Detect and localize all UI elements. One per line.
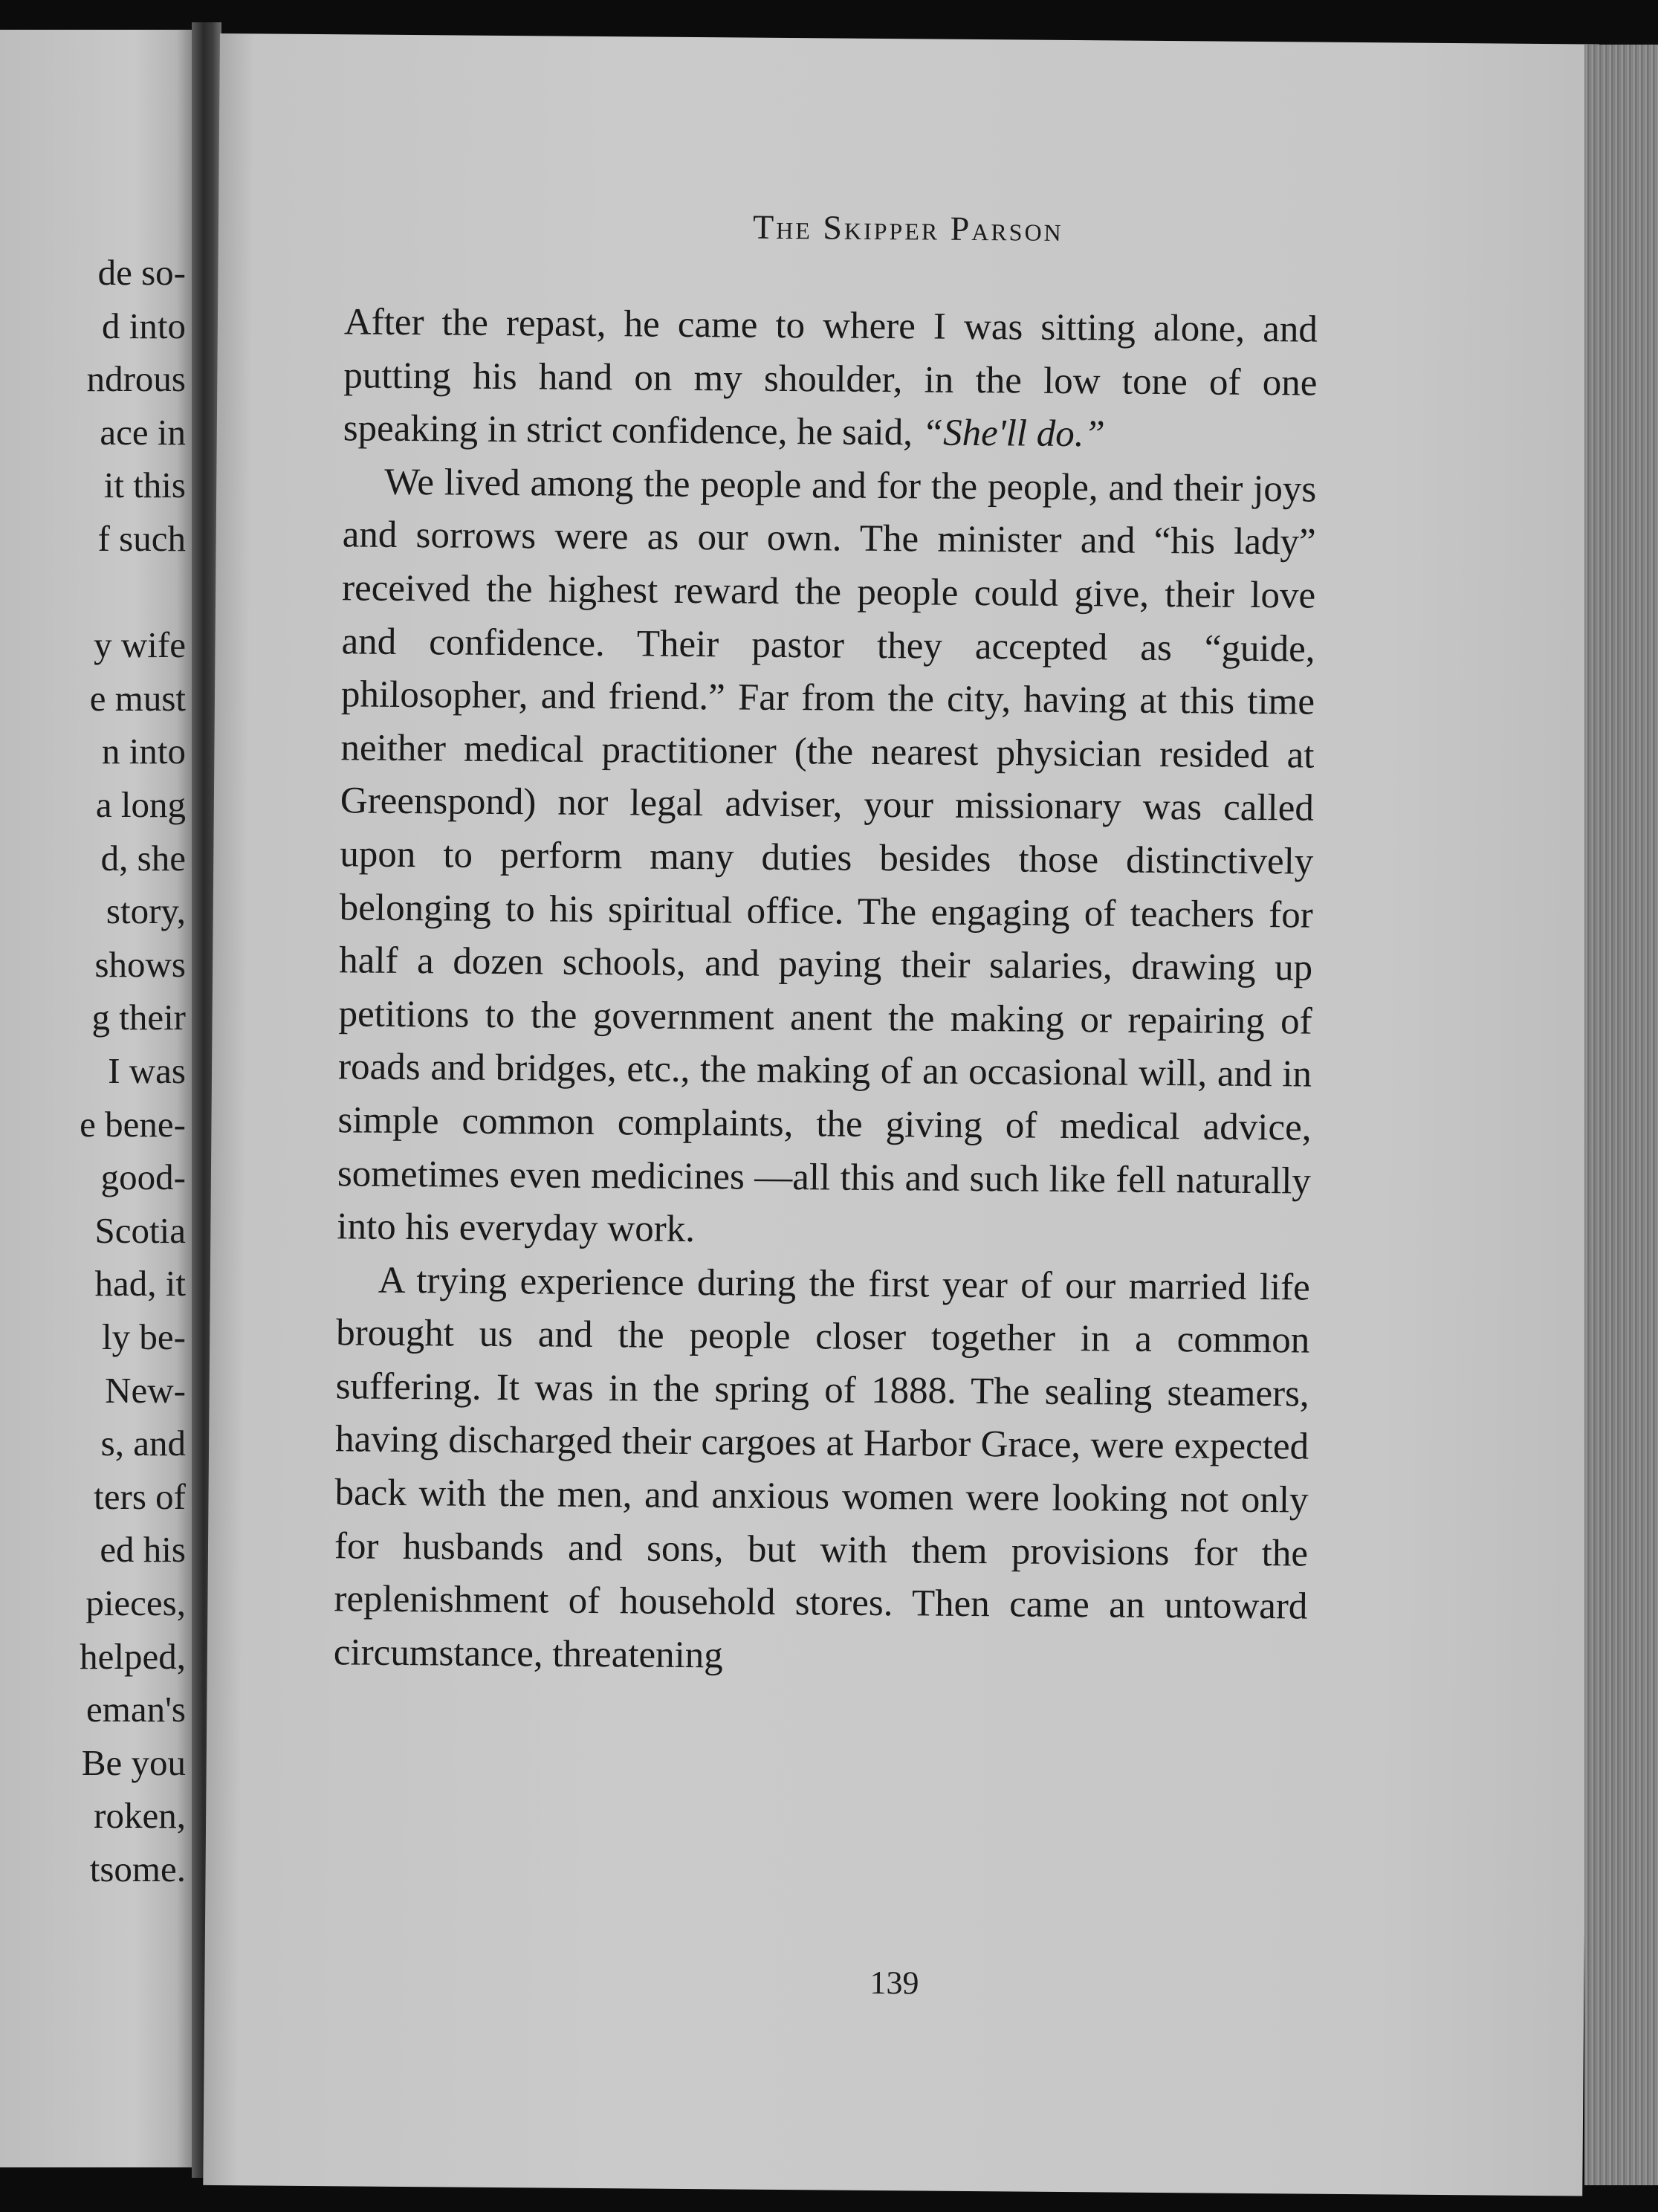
left-page-line-text: s, and [100,1423,186,1464]
left-page-line [0,1422,186,1465]
left-page-line [0,411,186,454]
left-page-line-text: e bene- [80,1103,186,1145]
left-page-line-text: tsome. [89,1849,186,1889]
right-page [203,33,1599,2196]
left-page-line-text: good- [100,1157,186,1198]
left-page-line-text: pieces, [85,1582,186,1623]
left-page [0,30,192,2167]
running-head: The Skipper Parson [752,207,1063,248]
paragraph-2: We lived among the people and for the people, and their joys and sorrows were as our own. The minister and “his lady” received the highest reward the people could give, their love and confidence. Their pastor they accepted as “guide, philosopher, and friend.” Far from the city, having at this time neither medical practitioner (the nearest physician resided at Greenspond) nor legal adviser, your missionary was called upon to perform many duties besides those distinctively belonging to his spiritual office. The engaging of teachers for half a dozen schools, and paying their salaries, drawing up petitions to the government anent the making or repairing of roads and bridges, etc., the making of an occasional will, and in simple common complaints, the giving of medical advice, sometimes even medicines —all this and such like fell naturally into his everyday work. [337,461,1317,1251]
left-page-line [0,837,186,880]
left-page-line-text: g their [91,997,186,1038]
left-page-line [0,1635,186,1678]
left-page-line [0,677,186,720]
left-page-line-text: ly be- [102,1316,186,1357]
left-page-line-text: Scotia [94,1209,186,1251]
left-page-line [0,464,186,507]
left-page-line-text: ed his [100,1529,186,1571]
left-page-line [0,1475,186,1519]
left-page-line-text: de so- [97,252,186,293]
left-page-line [0,1156,186,1199]
left-page-line [0,1742,186,1785]
left-page-line [0,1688,186,1731]
left-page-line [0,1050,186,1093]
left-page-line [0,1262,186,1305]
left-page-line-text: d, she [100,837,186,879]
body-text [334,296,1318,1687]
left-page-line [0,1848,186,1891]
left-page-line [0,1209,186,1252]
left-page-line [0,251,186,294]
page-number: 139 [870,1964,919,2002]
left-page-line-text: Be you [81,1742,186,1783]
left-page-line [0,305,186,348]
left-page-line-text: New- [105,1369,186,1411]
left-page-line-text: shows [94,943,186,985]
page-block-edge [1584,45,1658,2185]
paragraph-1-quote: “She'll do.” [922,412,1106,456]
left-page-line-text: e must [89,677,186,719]
left-page-line [0,1582,186,1625]
left-page-line-text: d into [102,305,186,346]
left-page-line-text: had, it [94,1263,186,1304]
left-page-line-text: story, [106,890,186,932]
paragraph-3: A trying experience during the first year of our married life brought us and the people closer together in a common suffering. It was in the spring of 1888. The sealing steamers, having discharged their cargoes at Harbor Grace, were expected back with the men, and anxious women were looking not only for husbands and sons, but with them provisions for the replenishment of household stores. Then came an untoward circumstance, threatening [333,1259,1311,1677]
left-page-line-text: ters of [94,1475,186,1517]
paragraph-1-text: After the repast, he came to where I was sitting alone, and putting his hand on my shoulder, in the low tone of one speaking in strict confidence, he said, [343,301,1318,454]
left-page-line-text: ndrous [86,358,186,400]
left-page-line [0,996,186,1039]
left-page-line-text: I was [108,1050,186,1091]
paragraph-1 [343,296,1318,463]
left-page-line [0,1794,186,1837]
left-page-line [0,890,186,933]
left-page-line-text: helped, [80,1635,186,1677]
left-page-line-text: a long [95,784,186,825]
left-page-line-text: it this [103,465,186,506]
left-page-line [0,1103,186,1146]
left-page-line [0,1316,186,1359]
left-page-line [0,943,186,986]
left-page-line [0,358,186,401]
left-page-line-text: f such [97,518,186,559]
left-page-line [0,517,186,560]
left-page-line [0,730,186,773]
left-page-line [0,783,186,827]
left-page-line-text: ace in [100,411,186,453]
left-page-line-text: eman's [85,1689,186,1730]
left-page-line-text: roken, [94,1795,186,1837]
left-page-line-text: n into [102,731,186,772]
left-page-line [0,1369,186,1412]
left-page-line-text: y wife [94,624,186,666]
left-page-line [0,1528,186,1571]
left-page-line [0,624,186,667]
